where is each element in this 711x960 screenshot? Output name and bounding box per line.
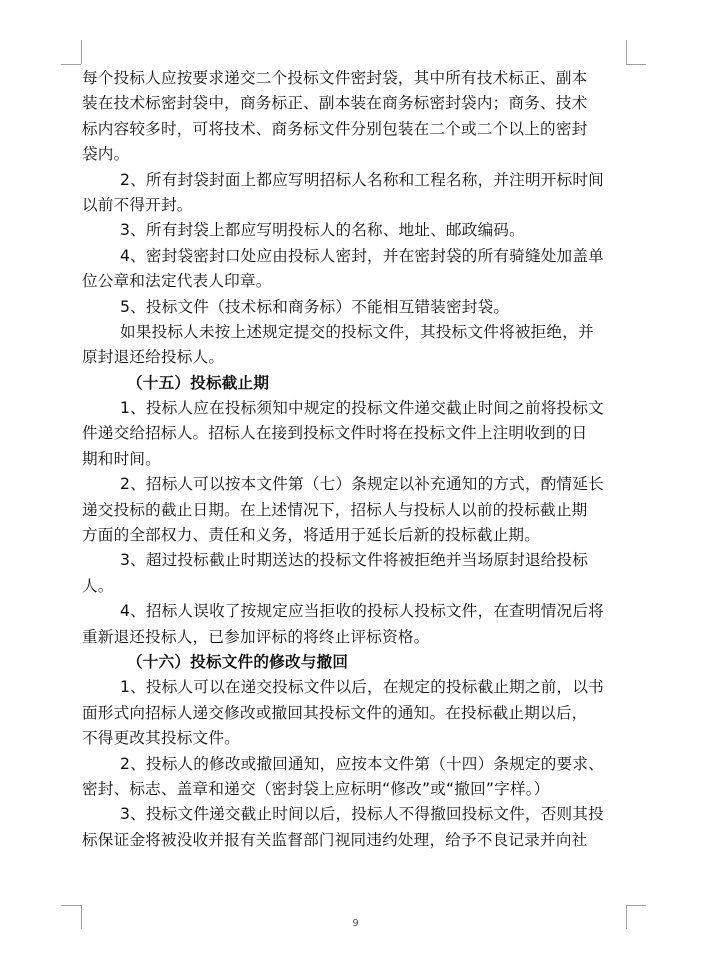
text-line: 递交投标的截止日期。在上述情况下，招标人与投标人以前的投标截止期 bbox=[82, 500, 588, 519]
section-heading: （十五）投标截止期 bbox=[127, 373, 270, 392]
text-line: 面形式向招标人递交修改或撤回其投标文件的通知。在投标截止期以后， bbox=[82, 703, 588, 722]
page-number: 9 bbox=[352, 918, 359, 929]
section-heading: （十六）投标文件的修改与撤回 bbox=[127, 652, 349, 671]
text-line: 标内容较多时，可将技术、商务标文件分别包装在二个或二个以上的密封 bbox=[82, 119, 588, 138]
text-line: 密封、标志、盖章和递交（密封袋上应标明“修改”或“撤回”字样。） bbox=[82, 779, 550, 798]
text-line: 3、超过投标截止时期送达的投标文件将被拒绝并当场原封退给投标 bbox=[120, 551, 589, 570]
text-line: 不得更改其投标文件。 bbox=[82, 729, 240, 748]
text-line: 2、招标人可以按本文件第（七）条规定以补充通知的方式，酌情延长 bbox=[120, 475, 604, 494]
text-line: 以前不得开封。 bbox=[82, 195, 193, 214]
text-line: 装在技术标密封袋中，商务标正、副本装在商务标密封袋内；商务、技术 bbox=[82, 94, 588, 113]
text-line: 人。 bbox=[82, 576, 114, 595]
text-line: 袋内。 bbox=[82, 145, 130, 164]
text-line: 每个投标人应按要求递交二个投标文件密封袋，其中所有技术标正、副本 bbox=[82, 69, 588, 87]
text-line: 1、投标人应在投标须知中规定的投标文件递交截止时间之前将投标文 bbox=[120, 399, 604, 418]
text-line: 5、投标文件（技术标和商务标）不能相互错装密封袋。 bbox=[120, 297, 510, 316]
text-line: 3、所有封袋上都应写明投标人的名称、地址、邮政编码。 bbox=[120, 221, 525, 240]
text-line: 4、密封袋密封口处应由投标人密封，并在密封袋的所有骑缝处加盖单 bbox=[120, 246, 604, 265]
text-line: 件递交给招标人。招标人在接到投标文件时将在投标文件上注明收到的日 bbox=[82, 424, 588, 443]
text-line: 原封退还给投标人。 bbox=[82, 348, 225, 367]
text-line: 如果投标人未按上述规定提交的投标文件，其投标文件将被拒绝，并 bbox=[120, 322, 594, 341]
text-line: 1、投标人可以在递交投标文件以后，在规定的投标截止期之前，以书 bbox=[120, 678, 604, 697]
text-line: 2、所有封袋封面上都应写明招标人名称和工程名称，并注明开标时间 bbox=[120, 170, 604, 189]
text-line: 2、投标人的修改或撤回通知，应按本文件第（十四）条规定的要求、 bbox=[120, 754, 604, 773]
text-line: 3、投标文件递交截止时间以后，投标人不得撤回投标文件，否则其投 bbox=[120, 805, 604, 824]
text-line: 位公章和法定代表人印章。 bbox=[82, 272, 272, 291]
text-line: 重新退还投标人，已参加评标的将终止评标资格。 bbox=[82, 627, 430, 646]
text-line: 4、招标人误收了按规定应当拒收的投标人投标文件，在查明情况后将 bbox=[120, 602, 604, 621]
text-line: 标保证金将被没收并报有关监督部门视同违约处理，给予不良记录并向社 bbox=[82, 830, 588, 849]
document-body bbox=[82, 66, 630, 853]
text-line: 方面的全部权力、责任和义务，将适用于延长后新的投标截止期。 bbox=[82, 526, 541, 545]
text-line: 期和时间。 bbox=[82, 449, 161, 468]
